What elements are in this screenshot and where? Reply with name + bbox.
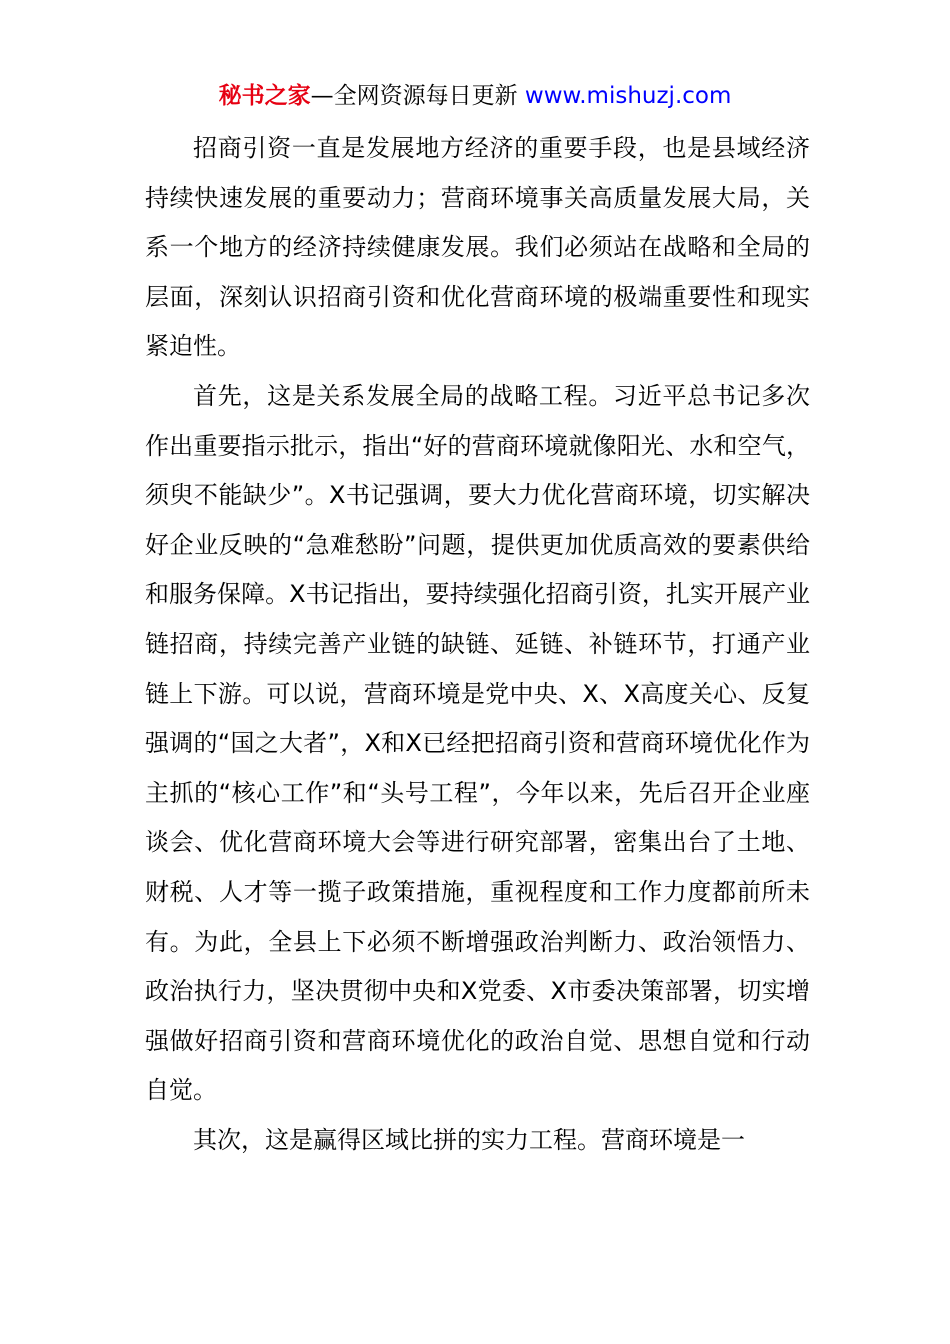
document-body [145, 124, 810, 1165]
paragraph-first: 首先，这是关系发展全局的战略工程。习近平总书记多次作出重要指示批示，指出“好的营商环境就像阳光、水和空气，须臾不能缺少”。X书记强调，要大力优化营商环境，切实解决好企业反映的“急难愁盼”问题，提供更加优质高效的要素供给和服务保障。X书记指出，要持续强化招商引资，扎实开展产业链招商，持续完善产业链的缺链、延链、补链环节，打通产业链上下游。可以说，营商环境是党中央、X、X高度关心、反复强调的“国之大者”，X和X已经把招商引资和营商环境优化作为主抓的“核心工作”和“头号工程”，今年以来，先后召开企业座谈会、优化营商环境大会等进行研究部署，密集出台了土地、财税、人才等一揽子政策措施，重视程度和工作力度都前所未有。为此，全县上下必须不断增强政治判断力、政治领悟力、政治执行力，坚决贯彻中央和X党委、X市委决策部署，切实增强做好招商引资和营商环境优化的政治自觉、思想自觉和行动自觉。 [145, 381, 810, 1105]
paragraph-second: 其次，这是赢得区域比拼的实力工程。营商环境是一 [193, 1125, 745, 1154]
site-tagline: —全网资源每日更新 [310, 83, 525, 109]
site-brand: 秘书之家 [218, 83, 311, 109]
paragraph-intro: 招商引资一直是发展地方经济的重要手段，也是县域经济持续快速发展的重要动力；营商环境事关高质量发展大局，关系一个地方的经济持续健康发展。我们必须站在战略和全局的层面，深刻认识招商引资和优化营商环境的极端重要性和现实紧迫性。 [145, 134, 810, 361]
site-url[interactable]: www.mishuzj.com [524, 83, 732, 109]
page-header [0, 80, 950, 112]
